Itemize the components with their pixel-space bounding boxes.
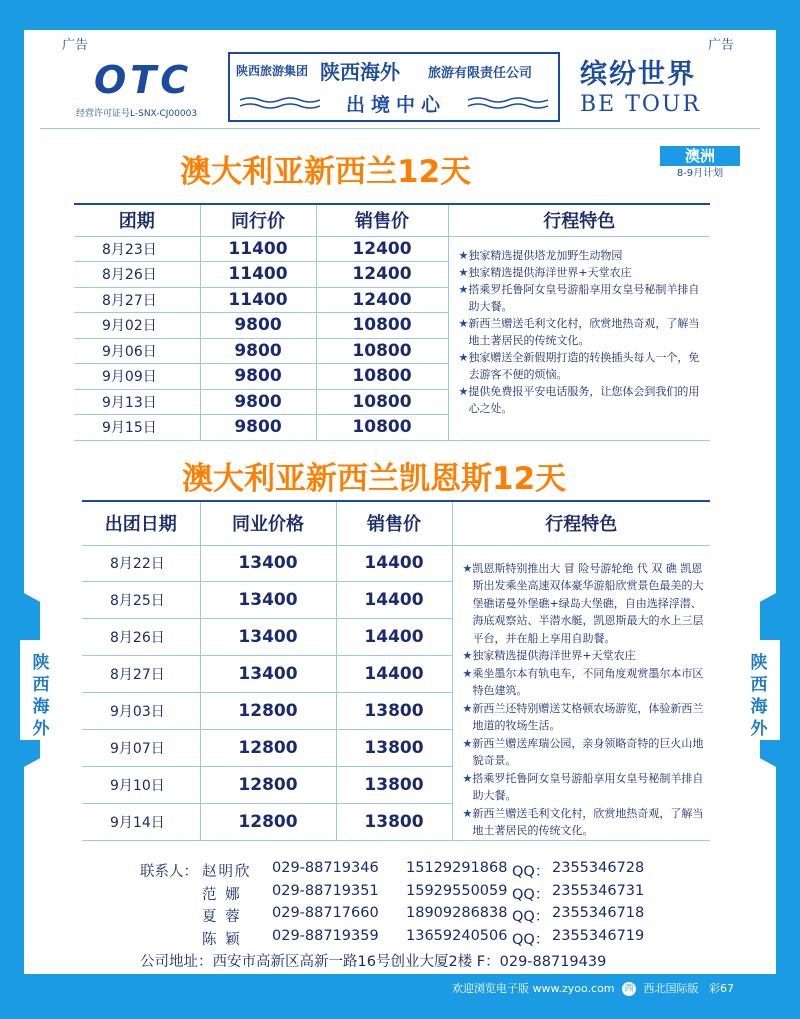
- top-border: [0, 0, 800, 30]
- tour2-trade-price: 13400: [200, 582, 336, 619]
- tour1-sale-price: 10800: [316, 313, 448, 339]
- feature-item: [463, 647, 705, 665]
- contact-phone: 029-88719359: [272, 927, 379, 944]
- tour2-sale-price: 13800: [336, 803, 452, 840]
- feature-item: [459, 264, 705, 281]
- tour2-trade-price: 13400: [200, 545, 336, 582]
- contact-name: 范 娜: [202, 886, 242, 903]
- tour2-trade-price: 12800: [200, 729, 336, 766]
- tour2-row: [82, 545, 710, 582]
- feature-item: [463, 700, 705, 735]
- tour1-trade-price: 11400: [200, 236, 316, 262]
- tour1-trade-price: 11400: [200, 262, 316, 288]
- tour2-date: 8月27日: [82, 656, 200, 693]
- company-address: 公司地址：西安市高新区高新一路16号创业大厦2楼 F：029-88719439: [140, 954, 607, 970]
- tour1-date: 9月15日: [74, 415, 200, 441]
- tour2-date: 9月07日: [82, 729, 200, 766]
- tour1-sale-price: 12400: [316, 262, 448, 288]
- region-name: 澳洲: [660, 146, 740, 166]
- contact-qq-label: QQ：: [512, 909, 550, 925]
- tour1-sale-price: 12400: [316, 287, 448, 313]
- feature-item: [459, 383, 705, 417]
- tour1-header-row: [74, 204, 710, 236]
- feature-item: [459, 349, 705, 383]
- contact-phone: 029-88719351: [272, 882, 379, 899]
- feature-text: 搭乘罗托鲁阿女皇号游船享用女皇号秘制羊排自助大餐。: [468, 282, 700, 313]
- feature-text: 新西兰还特别赠送艾格顿农场游览，体验新西兰地道的牧场生活。: [472, 701, 704, 732]
- tour2-sale-price: 14400: [336, 545, 452, 582]
- contact-section: [140, 860, 700, 973]
- tour1-date: 8月27日: [74, 287, 200, 313]
- contact-mobile: 15129291868: [406, 860, 508, 876]
- feature-text: 搭乘罗托鲁阿女皇号游船享用女皇号秘制羊排自助大餐。: [472, 771, 704, 802]
- tour1-trade-price: 9800: [200, 415, 316, 441]
- right-border: [776, 0, 800, 1019]
- tour1-trade-price: 9800: [200, 338, 316, 364]
- contact-row: [140, 928, 700, 951]
- feature-text: 凯恩斯特别推出大 冒 险号游轮绝 代 双 礁 凯恩斯出发乘坐高速双体豪华游船欣赏景色最美的大堡礁诺曼外堡礁+绿岛大堡礁，自由选择浮潜、海底观察站、半潜水艇，凯恩斯最大的水上三层平台，并在船上享用自助餐。: [472, 561, 704, 645]
- tour2-sale-price: 14400: [336, 582, 452, 619]
- tour1-row: [74, 236, 710, 262]
- tour1-features: [448, 236, 710, 440]
- tour2-title: 澳大利亚新西兰凯恩斯12天: [182, 461, 567, 497]
- tour1-sale-price: 10800: [316, 364, 448, 390]
- feature-text: 新西兰赠送毛利文化村，欣赏地热奇观，了解当地土著居民的传统文化。: [472, 806, 704, 837]
- contact-name: 陈 颖: [202, 931, 242, 948]
- feature-item: [459, 315, 705, 349]
- tour2-trade-price: 12800: [200, 693, 336, 730]
- right-side-label: 陕西海外: [750, 653, 768, 739]
- tour1-trade-price: 9800: [200, 364, 316, 390]
- tour1-date: 9月02日: [74, 313, 200, 339]
- footer-mark-icon: 西: [622, 982, 636, 996]
- feature-item: [463, 770, 705, 805]
- page-header: [60, 48, 740, 128]
- tour2-header-row: [82, 501, 710, 545]
- feature-item: [463, 805, 705, 840]
- feature-text: 乘坐墨尔本有轨电车，不同角度观赏墨尔本市区特色建筑。: [472, 666, 704, 697]
- tour2-date: 8月22日: [82, 545, 200, 582]
- contact-qq-label: QQ：: [512, 931, 550, 948]
- tour1-date: 9月06日: [74, 338, 200, 364]
- tour1-sale-price: 10800: [316, 389, 448, 415]
- contact-mobile: 13659240506: [406, 927, 508, 944]
- contact-qq: 2355346731: [552, 882, 645, 899]
- feature-text: 提供免费报平安电话服务，让您体会到我们的用心之处。: [468, 384, 700, 415]
- contact-qq: 2355346719: [552, 927, 645, 944]
- ad-tag-left: 广告: [58, 34, 92, 53]
- tour1-sale-price: 12400: [316, 236, 448, 262]
- company-name: 旅游有限责任公司: [428, 66, 533, 81]
- tour2-table: [82, 500, 710, 841]
- contact-row: [140, 883, 700, 906]
- tour2-trade-price: 13400: [200, 619, 336, 656]
- tour1-trade-price: 11400: [200, 287, 316, 313]
- brand-name: 陕西海外: [320, 60, 400, 84]
- feature-item: [463, 560, 705, 648]
- feature-text: 独家赠送全新假期打造的转换插头每人一个，免去游客不便的烦恼。: [468, 350, 700, 381]
- contact-phone: 029-88719346: [272, 860, 379, 876]
- tour1-date: 8月26日: [74, 262, 200, 288]
- header-divider: [40, 128, 760, 129]
- tour2-sale-price: 13800: [336, 766, 452, 803]
- contact-mobile: 18909286838: [406, 905, 508, 921]
- region-badge: [660, 146, 740, 182]
- company-banner: [228, 52, 560, 122]
- contact-row: [140, 860, 700, 883]
- tour2-trade-price: 13400: [200, 656, 336, 693]
- tour1-title: 澳大利亚新西兰12天: [180, 154, 472, 190]
- tour2-date: 9月10日: [82, 766, 200, 803]
- tour1-date: 9月13日: [74, 389, 200, 415]
- feature-text: 独家精选提供海洋世界+天堂农庄: [468, 265, 632, 279]
- tour1-date: 8月23日: [74, 236, 200, 262]
- tour1-feature-list: [459, 247, 705, 417]
- license-number: 经营许可证号L-SNX-CJ00003: [76, 109, 198, 119]
- feature-text: 独家精选提供塔龙加野生动物园: [468, 248, 623, 262]
- tour1-header-trade-price: 同行价: [200, 204, 316, 236]
- tour2-trade-price: 12800: [200, 766, 336, 803]
- feature-item: [463, 665, 705, 700]
- region-plan: 8-9月计划: [676, 168, 724, 179]
- contact-qq: 2355346728: [552, 860, 645, 876]
- contact-phone: 029-88717660: [272, 905, 379, 921]
- tour1-trade-price: 9800: [200, 389, 316, 415]
- tour1-table: [74, 203, 710, 441]
- department-name: 出境中心: [345, 94, 446, 116]
- feature-item: [463, 735, 705, 770]
- feature-text: 新西兰赠送毛利文化村，欣赏地热奇观，了解当地土著居民的传统文化。: [468, 316, 700, 347]
- contact-name: 夏 蓉: [202, 909, 242, 925]
- page-footer: [452, 980, 734, 996]
- left-border: [0, 0, 24, 1019]
- feature-text: 新西兰赠送库瑞公园，亲身领略奇特的巨火山地貌奇景。: [472, 736, 704, 767]
- footer-website[interactable]: 欢迎浏览电子版 www.zyoo.com: [452, 982, 615, 995]
- tour1-header-sale-price: 销售价: [316, 204, 448, 236]
- be-tour-english-logo: BE TOUR: [580, 92, 702, 117]
- tour2-sale-price: 14400: [336, 656, 452, 693]
- wave-decoration-right: [468, 96, 548, 112]
- tour2-date: 8月25日: [82, 582, 200, 619]
- feature-item: [459, 281, 705, 315]
- tour1-sale-price: 10800: [316, 415, 448, 441]
- contact-mobile: 15929550059: [406, 882, 508, 899]
- contact-name: 赵明欣: [202, 864, 252, 880]
- contact-qq: 2355346718: [552, 905, 645, 921]
- contact-label: 联系人：: [140, 864, 198, 880]
- tour2-header-date: 出团日期: [82, 501, 200, 545]
- feature-text: 独家精选提供海洋世界+天堂农庄: [472, 649, 636, 662]
- left-side-label: 陕西海外: [32, 653, 50, 739]
- address-row: [140, 950, 700, 973]
- tour2-sale-price: 13800: [336, 729, 452, 766]
- tour1-trade-price: 9800: [200, 313, 316, 339]
- tour1-date: 9月09日: [74, 364, 200, 390]
- tour2-date: 8月26日: [82, 619, 200, 656]
- tour2-sale-price: 13800: [336, 693, 452, 730]
- feature-item: [459, 247, 705, 264]
- tour2-header-sale-price: 销售价: [336, 501, 452, 545]
- be-tour-chinese-logo: 缤纷世界: [580, 59, 696, 90]
- footer-page-number: 彩67: [709, 982, 735, 995]
- tour1-header-features: 行程特色: [448, 204, 710, 236]
- tour2-date: 9月03日: [82, 693, 200, 730]
- footer-edition: 西北国际版: [643, 982, 699, 995]
- tour2-date: 9月14日: [82, 803, 200, 840]
- tour2-header-features: 行程特色: [452, 501, 710, 545]
- group-name: 陕西旅游集团: [236, 64, 309, 78]
- tour1-header-date: 团期: [74, 204, 200, 236]
- tour2-feature-list: [463, 560, 705, 840]
- tour2-features: [452, 545, 710, 840]
- contact-row: [140, 905, 700, 928]
- ad-tag-right: 广告: [704, 34, 738, 53]
- tour1-sale-price: 10800: [316, 338, 448, 364]
- tour2-header-trade-price: 同业价格: [200, 501, 336, 545]
- otc-logo: OTC: [94, 58, 193, 102]
- contact-qq-label: QQ：: [512, 864, 550, 880]
- contact-qq-label: QQ：: [512, 886, 550, 903]
- tour2-sale-price: 14400: [336, 619, 452, 656]
- tour2-trade-price: 12800: [200, 803, 336, 840]
